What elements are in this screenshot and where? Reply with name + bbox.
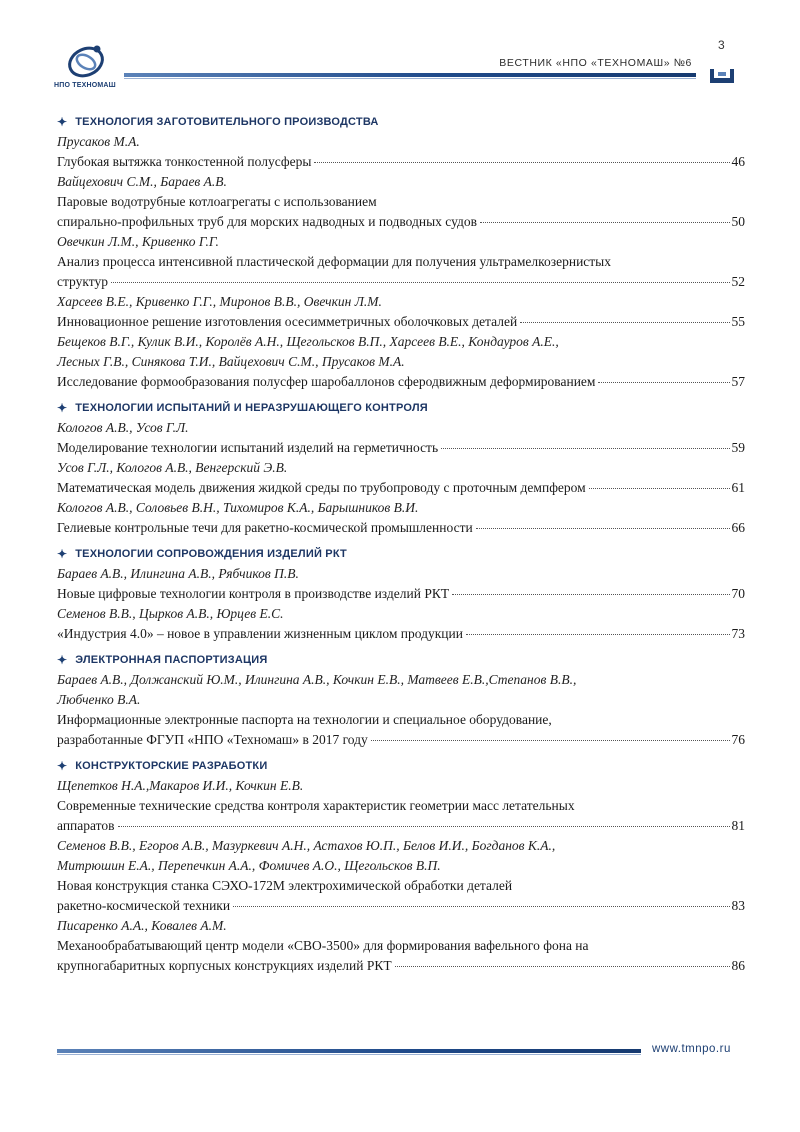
entry-authors: Прусаков М.А. <box>57 134 140 149</box>
entry-title: крупногабаритных корпусных конструкциях изделий РКТ <box>57 958 392 973</box>
entry-title-line[interactable]: Современные технические средства контроля характеристик геометрии масс летательных <box>57 798 575 813</box>
page-ref: 86 <box>731 958 745 973</box>
section-heading <box>57 650 745 670</box>
section-heading <box>57 756 745 776</box>
page-ref: 59 <box>731 440 745 455</box>
toc-entry-row[interactable] <box>57 478 745 498</box>
entry-title: аппаратов <box>57 818 115 833</box>
page-ref: 61 <box>731 480 745 495</box>
entry-title-line[interactable]: Механообрабатывающий центр модели «СВО-3500» для формирования вафельного фона на <box>57 938 589 953</box>
entry-authors: Писаренко А.А., Ковалев А.М. <box>57 918 227 933</box>
dot-leader <box>480 222 730 223</box>
journal-title: ВЕСТНИК «НПО «ТЕХНОМАШ» №6 <box>499 57 692 69</box>
dot-leader <box>520 322 729 323</box>
toc-section <box>57 544 745 644</box>
footer-divider <box>57 1049 641 1053</box>
entry-authors: Митрюшин Е.А., Перепечкин А.А., Фомичев А.О., Щегольсков В.П. <box>57 858 441 873</box>
page-ref: 73 <box>731 626 745 641</box>
toc-entry-row[interactable] <box>57 152 745 172</box>
entry-authors: Кологов А.В., Соловьев В.Н., Тихомиров К.А., Барышников В.И. <box>57 500 419 515</box>
entry-title: Гелиевые контрольные течи для ракетно-космической промышленности <box>57 520 473 535</box>
toc-section <box>57 112 745 392</box>
dot-leader <box>371 740 730 741</box>
entry-title: структур <box>57 274 108 289</box>
entry-authors: Овечкин Л.М., Кривенко Г.Г. <box>57 234 219 249</box>
page-ref: 50 <box>731 214 745 229</box>
entry-authors: Щепетков Н.А.,Макаров И.И., Кочкин Е.В. <box>57 778 304 793</box>
page-number: 3 <box>718 38 725 52</box>
dot-leader <box>395 966 730 967</box>
entry-title-line[interactable]: Новая конструкция станка СЭХО-172М электрохимической обработки деталей <box>57 878 513 893</box>
entry-title: Моделирование технологии испытаний изделий на герметичность <box>57 440 439 455</box>
page-ref: 66 <box>731 520 745 535</box>
toc-entry-row[interactable] <box>57 438 745 458</box>
entry-authors: Лесных Г.В., Синякова Т.И., Вайцехович С.М., Прусаков М.А. <box>57 354 405 369</box>
entry-title: спирально-профильных труб для морских надводных и подводных судов <box>57 214 477 229</box>
entry-title: ракетно-космической техники <box>57 898 231 913</box>
page-ref: 57 <box>731 374 745 389</box>
entry-authors: Вайцехович С.М., Бараев А.В. <box>57 174 227 189</box>
entry-title: «Индустрия 4.0» – новое в управлении жизненным циклом продукции <box>57 626 463 641</box>
page-ref: 46 <box>731 154 745 169</box>
toc-entry-row[interactable] <box>57 584 745 604</box>
dot-leader <box>476 528 730 529</box>
section-heading <box>57 112 745 132</box>
star-bullet-icon: ✦ <box>57 547 68 561</box>
section-title: ТЕХНОЛОГИИ ИСПЫТАНИЙ И НЕРАЗРУШАЮЩЕГО КОНТРОЛЯ <box>75 402 428 414</box>
dot-leader <box>466 634 730 635</box>
page-ref: 83 <box>731 898 745 913</box>
entry-authors: Кологов А.В., Усов Г.Л. <box>57 420 189 435</box>
entry-title: Новые цифровые технологии контроля в производстве изделий РКТ <box>57 586 450 601</box>
entry-title: Математическая модель движения жидкой среды по трубопроводу с проточным демпфером <box>57 480 586 495</box>
page-ref: 81 <box>731 818 745 833</box>
entry-title-line[interactable]: Информационные электронные паспорта на технологии и специальное оборудование, <box>57 712 552 727</box>
section-heading <box>57 544 745 564</box>
entry-authors: Усов Г.Л., Кологов А.В., Венгерский Э.В. <box>57 460 288 475</box>
toc-entry-row[interactable] <box>57 896 745 916</box>
entry-title: Инновационное решение изготовления осесимметричных оболочковых деталей <box>57 314 518 329</box>
page-ref: 52 <box>731 274 745 289</box>
dot-leader <box>111 282 730 283</box>
toc-entry-row[interactable] <box>57 956 745 976</box>
entry-authors: Бараев А.В., Илингина А.В., Рябчиков П.В. <box>57 566 299 581</box>
page-ref: 55 <box>731 314 745 329</box>
star-bullet-icon: ✦ <box>57 759 68 773</box>
dot-leader <box>314 162 729 163</box>
entry-title-line[interactable]: Анализ процесса интенсивной пластической деформации для получения ультрамелкозернистых <box>57 254 612 269</box>
toc-section <box>57 756 745 976</box>
npo-technomash-logo <box>56 40 120 88</box>
entry-authors: Харсеев В.Е., Кривенко Г.Г., Миронов В.В., Овечкин Л.М. <box>57 294 382 309</box>
entry-authors: Бещеков В.Г., Кулик В.И., Королёв А.Н., Щегольсков В.П., Харсеев В.Е., Кондауров А.Е., <box>57 334 559 349</box>
star-bullet-icon: ✦ <box>57 115 68 129</box>
dot-leader <box>233 906 729 907</box>
table-of-contents <box>57 112 745 982</box>
section-title: КОНСТРУКТОРСКИЕ РАЗРАБОТКИ <box>75 760 268 772</box>
entry-authors: Любченко В.А. <box>57 692 141 707</box>
dot-leader <box>118 826 730 827</box>
toc-entry-row[interactable] <box>57 624 745 644</box>
dot-leader <box>441 448 729 449</box>
corner-emblem-icon <box>708 67 736 87</box>
footer-divider-thin <box>57 1054 641 1055</box>
toc-entry-row[interactable] <box>57 816 745 836</box>
entry-title: разработанные ФГУП «НПО «Техномаш» в 2017 году <box>57 732 368 747</box>
header-divider <box>124 73 696 77</box>
dot-leader <box>598 382 729 383</box>
toc-entry-row[interactable] <box>57 730 745 750</box>
dot-leader <box>589 488 730 489</box>
toc-entry-row[interactable] <box>57 212 745 232</box>
dot-leader <box>452 594 729 595</box>
entry-authors: Семенов В.В., Егоров А.В., Мазуркевич А.Н., Астахов Ю.П., Белов И.И., Богданов К.А., <box>57 838 556 853</box>
header-divider-thin <box>124 78 696 79</box>
toc-entry-row[interactable] <box>57 272 745 292</box>
toc-section <box>57 398 745 538</box>
section-title: ТЕХНОЛОГИИ СОПРОВОЖДЕНИЯ ИЗДЕЛИЙ РКТ <box>75 548 347 560</box>
logo-text: НПО ТЕХНОМАШ <box>54 82 116 89</box>
toc-section <box>57 650 745 750</box>
entry-title-line[interactable]: Паровые водотрубные котлоагрегаты с использованием <box>57 194 377 209</box>
entry-title: Исследование формообразования полусфер шаробаллонов сферодвижным деформированием <box>57 374 596 389</box>
page-ref: 76 <box>731 732 745 747</box>
star-bullet-icon: ✦ <box>57 401 68 415</box>
website-link[interactable]: www.tmnpo.ru <box>652 1043 731 1055</box>
toc-entry-row[interactable] <box>57 372 745 392</box>
page-ref: 70 <box>731 586 745 601</box>
entry-title: Глубокая вытяжка тонкостенной полусферы <box>57 154 312 169</box>
section-title: ТЕХНОЛОГИЯ ЗАГОТОВИТЕЛЬНОГО ПРОИЗВОДСТВА <box>75 116 379 128</box>
entry-authors: Бараев А.В., Должанский Ю.М., Илингина А.В., Кочкин Е.В., Матвеев Е.В.,Степанов В.В., <box>57 672 577 687</box>
star-bullet-icon: ✦ <box>57 653 68 667</box>
toc-entry-row[interactable] <box>57 518 745 538</box>
section-title: ЭЛЕКТРОННАЯ ПАСПОРТИЗАЦИЯ <box>75 654 268 666</box>
entry-authors: Семенов В.В., Цырков А.В., Юрцев Е.С. <box>57 606 284 621</box>
section-heading <box>57 398 745 418</box>
toc-entry-row[interactable] <box>57 312 745 332</box>
